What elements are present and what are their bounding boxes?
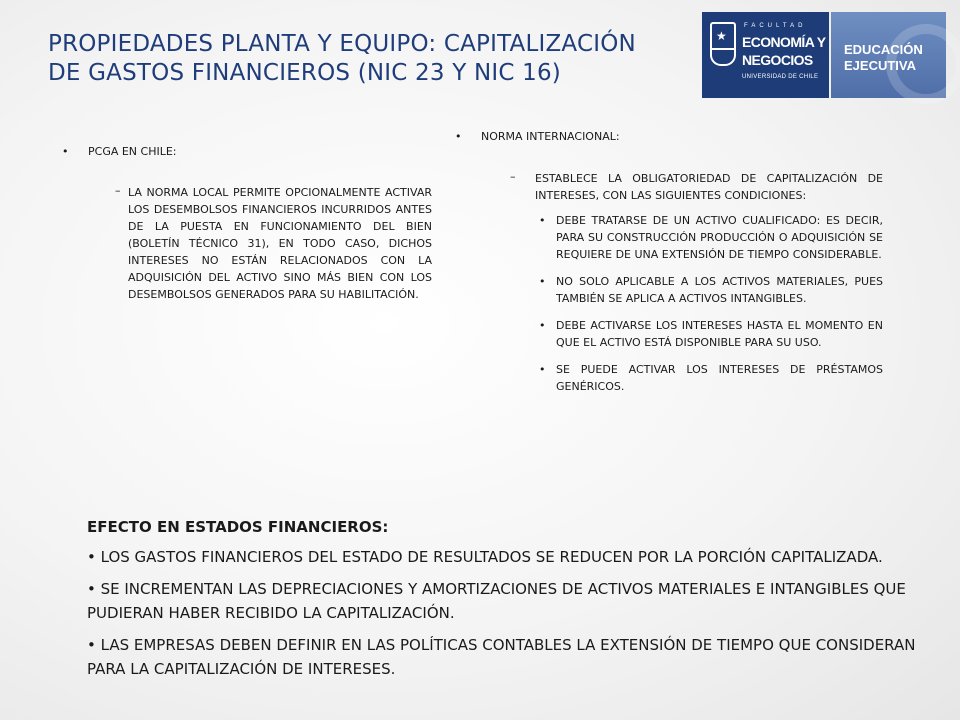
logo-educacion-text: EDUCACIÓN	[844, 42, 923, 57]
bullet-icon: •	[539, 319, 546, 332]
bullet-icon: •	[539, 214, 546, 227]
slide-title	[48, 30, 708, 88]
financial-effects-section	[87, 517, 927, 689]
bullet-icon: •	[539, 363, 546, 376]
list-item-text: NO SOLO APLICABLE A LOS ACTIVOS MATERIALES, PUES TAMBIÉN SE APLICA A ACTIVOS INTANGIBLES.	[556, 275, 883, 305]
dash-icon: –	[115, 184, 121, 197]
logo-universidad-text: UNIVERSIDAD DE CHILE	[742, 74, 819, 80]
local-gaap-header-text: PCGA EN CHILE:	[88, 145, 177, 158]
international-standard-header	[455, 130, 883, 143]
logo-negocios-text: NEGOCIOS	[742, 52, 813, 68]
logo-economia-text: ECONOMÍA Y	[742, 34, 826, 50]
financial-effects-title: EFECTO EN ESTADOS FINANCIEROS:	[87, 518, 389, 536]
bullet-icon: •	[539, 275, 546, 288]
international-standard-text: ESTABLECE LA OBLIGATORIEDAD DE CAPITALIZACIÓN DE INTERESES, CON LAS SIGUIENTES CONDICIONES:	[535, 172, 883, 202]
conditions-list	[455, 212, 883, 395]
faculty-logo-panel	[702, 12, 829, 98]
executive-education-logo-panel	[831, 12, 946, 98]
financial-effect-point: • SE INCREMENTAN LAS DEPRECIACIONES Y AMORTIZACIONES DE ACTIVOS MATERIALES E INTANGIBLES QUE PUDIERAN HABER RECIBIDO LA CAPITALIZACIÓN.	[87, 580, 906, 622]
logo-facultad-text: FACULTAD	[744, 23, 807, 29]
list-item-text: DEBE ACTIVARSE LOS INTERESES HASTA EL MOMENTO EN QUE EL ACTIVO ESTÁ DISPONIBLE PARA SU USO.	[556, 319, 883, 349]
list-item	[539, 317, 883, 351]
local-gaap-subpoint	[62, 184, 432, 303]
logo-ejecutiva-text: EJECUTIVA	[844, 58, 916, 73]
slide-title-line-1: PROPIEDADES PLANTA Y EQUIPO: CAPITALIZACIÓN	[48, 31, 636, 57]
international-standard-subpoint	[455, 170, 883, 204]
local-gaap-text: LA NORMA LOCAL PERMITE OPCIONALMENTE ACTIVAR LOS DESEMBOLSOS FINANCIEROS INCURRIDOS ANTES DE LA PUESTA EN FUNCIONAMIENTO DEL BIEN (BOLETÍN TÉCNICO 31), EN TODO CASO, DICHOS INTERESES NO ESTÁN RELACIONADOS CON LA ADQUISICIÓN DEL ACTIVO SINO MÁS BIEN CON LOS DESEMBOLSOS GENERADOS PARA SU HABILITACIÓN.	[128, 186, 432, 301]
local-gaap-header	[62, 145, 432, 158]
list-item	[539, 273, 883, 307]
list-item	[539, 361, 883, 395]
financial-effect-point: • LOS GASTOS FINANCIEROS DEL ESTADO DE RESULTADOS SE REDUCEN POR LA PORCIÓN CAPITALIZADA.	[87, 548, 883, 566]
university-logo	[702, 12, 946, 98]
international-standard-header-text: NORMA INTERNACIONAL:	[481, 130, 620, 143]
list-item	[539, 212, 883, 263]
list-item-text: DEBE TRATARSE DE UN ACTIVO CUALIFICADO: ES DECIR, PARA SU CONSTRUCCIÓN PRODUCCIÓN O ADQUISICIÓN SE REQUIERE DE UNA EXTENSIÓN DE TIEMPO CONSIDERABLE.	[556, 214, 883, 261]
star-icon: ★	[716, 29, 727, 43]
local-gaap-column	[62, 145, 432, 303]
list-item-text: SE PUEDE ACTIVAR LOS INTERESES DE PRÉSTAMOS GENÉRICOS.	[556, 363, 883, 393]
crest-icon	[710, 22, 736, 66]
financial-effect-point: • LAS EMPRESAS DEBEN DEFINIR EN LAS POLÍTICAS CONTABLES LA EXTENSIÓN DE TIEMPO QUE CONSIDERAN PARA LA CAPITALIZACIÓN DE INTERESES.	[87, 636, 916, 678]
dash-icon: –	[510, 170, 516, 183]
crest-bar	[712, 48, 734, 50]
international-standard-column	[455, 130, 883, 405]
bullet-icon: •	[455, 130, 462, 143]
slide-title-line-2: DE GASTOS FINANCIEROS (NIC 23 Y NIC 16)	[48, 60, 561, 86]
bullet-icon: •	[62, 145, 69, 158]
